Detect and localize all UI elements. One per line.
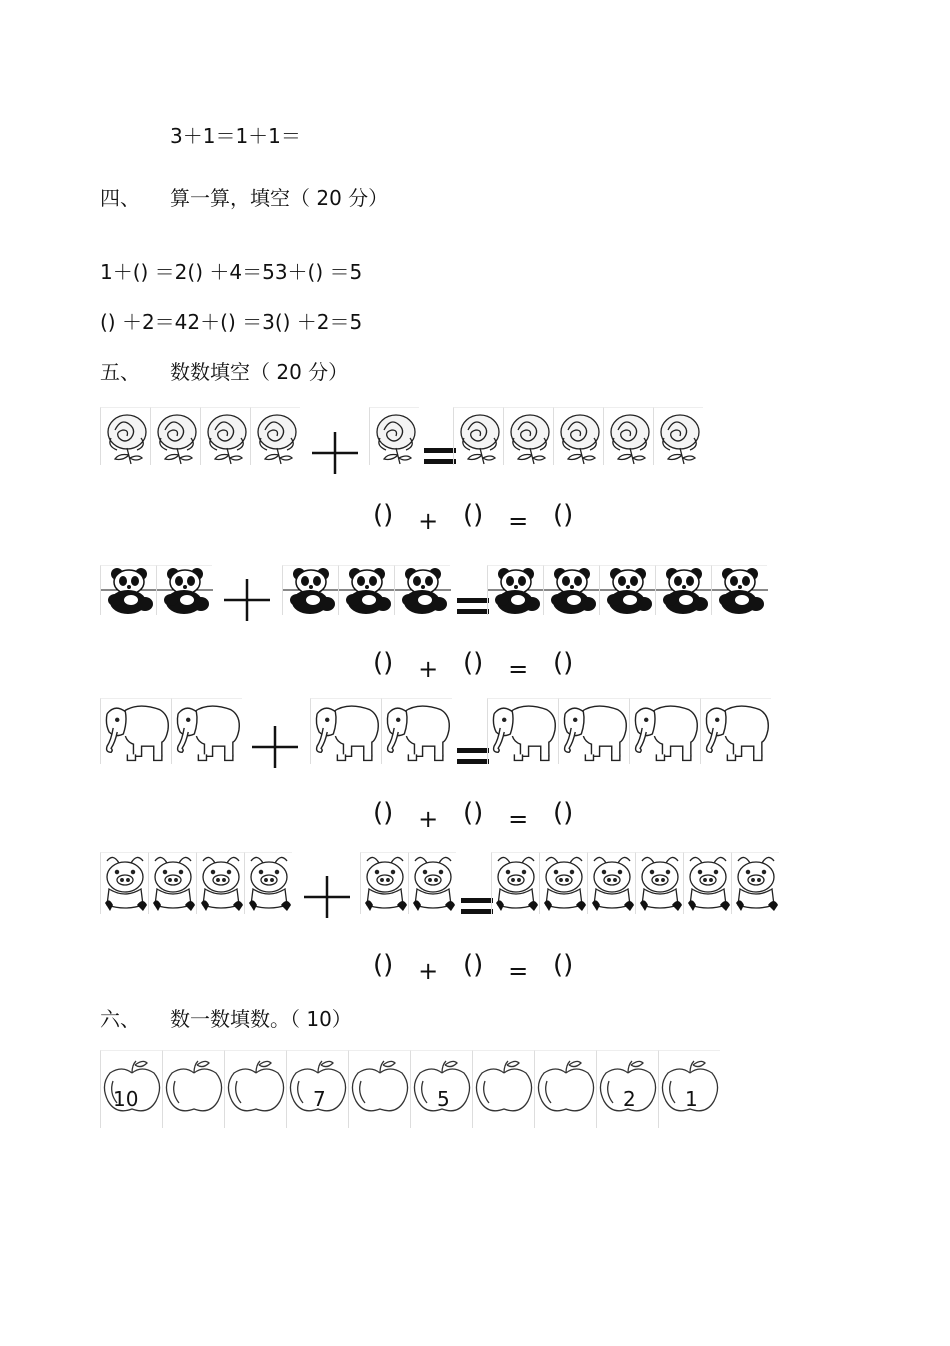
section-6-label: 六、 — [100, 1007, 140, 1031]
pig-icon — [491, 852, 539, 914]
apple-icon — [472, 1050, 534, 1128]
elephant-group-total — [487, 698, 771, 764]
apple-icon — [224, 1050, 286, 1128]
answer-line-2: () + () = () — [373, 648, 574, 683]
elephant-icon — [487, 698, 558, 764]
panda-group-total — [487, 565, 767, 615]
panda-icon — [100, 565, 156, 615]
apple-number: 1 — [685, 1087, 698, 1111]
rose-group-left — [100, 407, 300, 465]
rose-icon — [503, 407, 553, 465]
panda-icon — [282, 565, 338, 615]
equals-sign — [461, 894, 493, 922]
apple-icon — [100, 1050, 162, 1128]
pig-icon — [587, 852, 635, 914]
section-4-row-2: () ＋2＝42＋() ＝3() ＋2＝5 — [100, 310, 363, 334]
section-4-label: 四、 — [100, 186, 140, 210]
panda-icon — [156, 565, 212, 615]
rose-icon — [250, 407, 300, 465]
rose-icon — [553, 407, 603, 465]
panda-icon — [543, 565, 599, 615]
elephant-icon — [171, 698, 242, 764]
answer-line-3: () + () = () — [373, 798, 574, 833]
apple-icon — [410, 1050, 472, 1128]
pig-icon — [731, 852, 779, 914]
rose-icon — [150, 407, 200, 465]
apple-row — [100, 1050, 720, 1128]
apple-number: 5 — [437, 1087, 450, 1111]
elephant-icon — [700, 698, 771, 764]
section-4-title: 算一算，填空（ 20 分） — [170, 186, 389, 210]
elephant-icon — [310, 698, 381, 764]
apple-icon — [534, 1050, 596, 1128]
apple-icon — [162, 1050, 224, 1128]
elephant-icon — [629, 698, 700, 764]
top-equation-line: 3＋1＝1＋1＝ — [170, 124, 301, 148]
pig-group-total — [491, 852, 779, 914]
pig-group-right — [360, 852, 456, 914]
apple-number: 7 — [313, 1087, 326, 1111]
rose-icon — [100, 407, 150, 465]
plus-sign — [310, 428, 360, 482]
panda-icon — [599, 565, 655, 615]
panda-icon — [655, 565, 711, 615]
panda-group-right — [282, 565, 450, 615]
pig-icon — [100, 852, 148, 914]
rose-icon — [603, 407, 653, 465]
section-4-row-1: 1＋() ＝2() ＋4＝53＋() ＝5 — [100, 260, 363, 284]
section-5-title: 数数填空（ 20 分） — [170, 360, 349, 384]
panda-icon — [711, 565, 767, 615]
apple-number: 2 — [623, 1087, 636, 1111]
rose-icon — [653, 407, 703, 465]
pig-icon — [408, 852, 456, 914]
pig-icon — [539, 852, 587, 914]
elephant-icon — [558, 698, 629, 764]
elephant-icon — [381, 698, 452, 764]
rose-group-right — [369, 407, 419, 465]
apple-icon — [348, 1050, 410, 1128]
apple-number: 10 — [113, 1087, 139, 1111]
pig-group-left — [100, 852, 292, 914]
apple-icon — [286, 1050, 348, 1128]
rose-group-total — [453, 407, 703, 465]
pig-icon — [148, 852, 196, 914]
panda-group-left — [100, 565, 212, 615]
panda-icon — [338, 565, 394, 615]
answer-line-1: () + () = () — [373, 500, 574, 535]
panda-icon — [394, 565, 450, 615]
answer-line-4: () + () = () — [373, 950, 574, 985]
section-5-label: 五、 — [100, 360, 140, 384]
panda-icon — [487, 565, 543, 615]
pig-icon — [196, 852, 244, 914]
pig-icon — [360, 852, 408, 914]
apple-icon — [658, 1050, 720, 1128]
pig-icon — [635, 852, 683, 914]
plus-sign — [222, 577, 272, 627]
pig-icon — [244, 852, 292, 914]
elephant-group-left — [100, 698, 242, 764]
plus-sign — [302, 872, 352, 926]
rose-icon — [453, 407, 503, 465]
plus-sign — [250, 722, 300, 776]
section-6-title: 数一数填数。（ 10） — [170, 1007, 352, 1031]
rose-icon — [369, 407, 419, 465]
pig-icon — [683, 852, 731, 914]
equals-sign — [457, 594, 489, 622]
elephant-icon — [100, 698, 171, 764]
rose-icon — [200, 407, 250, 465]
elephant-group-right — [310, 698, 452, 764]
equals-sign — [457, 744, 489, 772]
apple-icon — [596, 1050, 658, 1128]
equals-sign — [424, 444, 456, 472]
